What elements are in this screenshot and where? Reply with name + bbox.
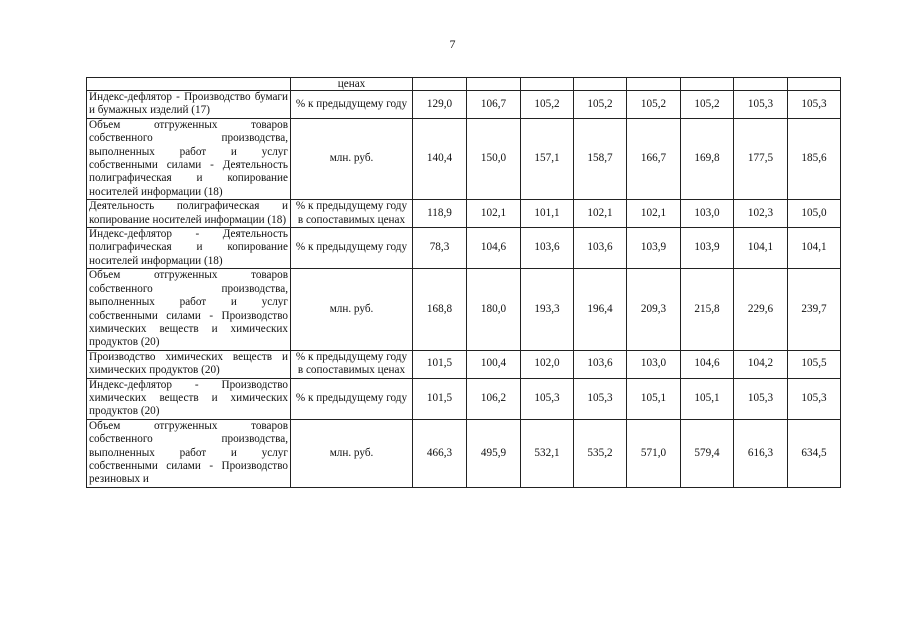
value-cell: 105,2 — [681, 91, 734, 119]
forecast-table — [86, 77, 841, 488]
indicator-cell: Деятельность полиграфическая и копирование носителей информации (18) — [87, 200, 291, 228]
indicator-cell: Объем отгруженных товаров собственного производства, выполненных работ и услуг собственными силами - Производство резиновых и — [87, 419, 291, 487]
value-cell — [734, 78, 788, 91]
indicator-cell: Индекс-дефлятор - Производство бумаги и бумажных изделий (17) — [87, 91, 291, 119]
value-cell: 105,2 — [627, 91, 681, 119]
value-cell: 105,3 — [734, 378, 788, 419]
value-cell: 101,5 — [413, 350, 467, 378]
unit-cell: % к предыдущему году в сопоставимых ценах — [291, 200, 413, 228]
value-cell: 105,5 — [788, 350, 841, 378]
table-row — [87, 200, 841, 228]
table-row — [87, 378, 841, 419]
unit-cell: ценах — [291, 78, 413, 91]
forecast-table-container — [86, 77, 841, 488]
value-cell: 495,9 — [467, 419, 521, 487]
table-row — [87, 419, 841, 487]
value-cell: 105,3 — [788, 91, 841, 119]
value-cell: 166,7 — [627, 118, 681, 199]
value-cell: 103,6 — [574, 350, 627, 378]
value-cell: 150,0 — [467, 118, 521, 199]
value-cell — [467, 78, 521, 91]
value-cell: 102,3 — [734, 200, 788, 228]
table-row — [87, 78, 841, 91]
value-cell: 571,0 — [627, 419, 681, 487]
value-cell: 105,2 — [521, 91, 574, 119]
indicator-cell: Объем отгруженных товаров собственного производства, выполненных работ и услуг собственными силами - Деятельность полиграфическая и копирование носителей информации (18) — [87, 118, 291, 199]
value-cell: 634,5 — [788, 419, 841, 487]
value-cell: 100,4 — [467, 350, 521, 378]
value-cell: 579,4 — [681, 419, 734, 487]
table-row — [87, 269, 841, 350]
value-cell: 102,1 — [467, 200, 521, 228]
value-cell: 118,9 — [413, 200, 467, 228]
value-cell: 105,1 — [627, 378, 681, 419]
value-cell — [681, 78, 734, 91]
value-cell — [574, 78, 627, 91]
indicator-cell: Индекс-дефлятор - Производство химических веществ и химических продуктов (20) — [87, 378, 291, 419]
value-cell — [413, 78, 467, 91]
table-body — [87, 78, 841, 488]
table-row — [87, 350, 841, 378]
indicator-cell: Объем отгруженных товаров собственного производства, выполненных работ и услуг собственными силами - Производство химических веществ и химических продуктов (20) — [87, 269, 291, 350]
value-cell: 102,1 — [627, 200, 681, 228]
value-cell: 104,1 — [788, 228, 841, 269]
value-cell: 215,8 — [681, 269, 734, 350]
value-cell: 168,8 — [413, 269, 467, 350]
value-cell: 105,3 — [734, 91, 788, 119]
value-cell: 209,3 — [627, 269, 681, 350]
value-cell: 104,1 — [734, 228, 788, 269]
value-cell: 105,0 — [788, 200, 841, 228]
value-cell: 616,3 — [734, 419, 788, 487]
unit-cell: % к предыдущему году — [291, 378, 413, 419]
value-cell: 78,3 — [413, 228, 467, 269]
value-cell: 180,0 — [467, 269, 521, 350]
value-cell: 532,1 — [521, 419, 574, 487]
value-cell: 535,2 — [574, 419, 627, 487]
table-row — [87, 228, 841, 269]
value-cell: 239,7 — [788, 269, 841, 350]
indicator-cell: Производство химических веществ и химических продуктов (20) — [87, 350, 291, 378]
value-cell: 105,3 — [788, 378, 841, 419]
value-cell: 101,1 — [521, 200, 574, 228]
unit-cell: % к предыдущему году — [291, 91, 413, 119]
table-row — [87, 118, 841, 199]
value-cell: 466,3 — [413, 419, 467, 487]
value-cell: 169,8 — [681, 118, 734, 199]
value-cell: 102,1 — [574, 200, 627, 228]
value-cell: 104,6 — [467, 228, 521, 269]
unit-cell: млн. руб. — [291, 118, 413, 199]
value-cell: 129,0 — [413, 91, 467, 119]
unit-cell: млн. руб. — [291, 269, 413, 350]
value-cell: 106,7 — [467, 91, 521, 119]
value-cell: 196,4 — [574, 269, 627, 350]
unit-cell: млн. руб. — [291, 419, 413, 487]
value-cell: 185,6 — [788, 118, 841, 199]
value-cell: 140,4 — [413, 118, 467, 199]
value-cell: 104,6 — [681, 350, 734, 378]
value-cell: 177,5 — [734, 118, 788, 199]
page-number: 7 — [449, 37, 456, 51]
value-cell: 105,3 — [521, 378, 574, 419]
value-cell: 102,0 — [521, 350, 574, 378]
value-cell: 103,6 — [521, 228, 574, 269]
unit-cell: % к предыдущему году — [291, 228, 413, 269]
value-cell: 229,6 — [734, 269, 788, 350]
value-cell: 105,1 — [681, 378, 734, 419]
table-row — [87, 91, 841, 119]
value-cell: 103,6 — [574, 228, 627, 269]
value-cell: 104,2 — [734, 350, 788, 378]
value-cell — [788, 78, 841, 91]
value-cell: 105,3 — [574, 378, 627, 419]
value-cell: 105,2 — [574, 91, 627, 119]
value-cell — [521, 78, 574, 91]
value-cell: 193,3 — [521, 269, 574, 350]
value-cell: 106,2 — [467, 378, 521, 419]
unit-cell: % к предыдущему году в сопоставимых ценах — [291, 350, 413, 378]
value-cell: 103,9 — [627, 228, 681, 269]
value-cell — [627, 78, 681, 91]
value-cell: 103,0 — [681, 200, 734, 228]
value-cell: 103,0 — [627, 350, 681, 378]
indicator-cell: Индекс-дефлятор - Деятельность полиграфическая и копирование носителей информации (18) — [87, 228, 291, 269]
value-cell: 157,1 — [521, 118, 574, 199]
value-cell: 101,5 — [413, 378, 467, 419]
value-cell: 103,9 — [681, 228, 734, 269]
value-cell: 158,7 — [574, 118, 627, 199]
indicator-cell — [87, 78, 291, 91]
